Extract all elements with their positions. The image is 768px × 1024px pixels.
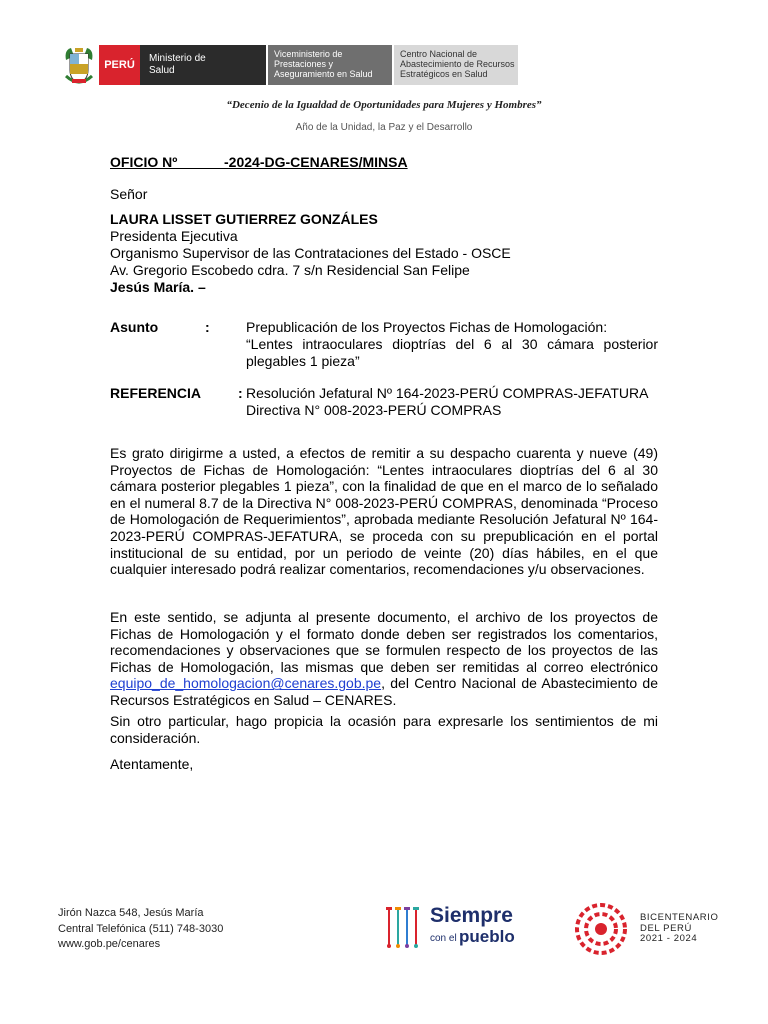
recipient-org: Organismo Supervisor de las Contrataciones del Estado - OSCE [110,245,511,261]
peru-coat-of-arms-icon [62,46,96,86]
email-link[interactable]: equipo_de_homologacion@cenares.gob.pe [110,675,382,692]
oficio-number: OFICIO Nº -2024-DG-CENARES/MINSA [110,154,408,170]
con-el-word: con el [430,933,457,944]
recipient-title: Presidenta Ejecutiva [110,228,238,244]
asunto-line-3: plegables 1 pieza” [246,353,360,369]
peru-label: PERÚ [104,59,135,71]
paragraph-2-end: , del Centro Nacional de Abastecimiento de Recursos Estratégicos en Salud – CENARES. [110,675,658,708]
bicentenario-line-2: DEL PERÚ [640,922,692,934]
asunto-label: Asunto [110,319,159,335]
referencia-line-1: Resolución Jefatural Nº 164-2023-PERÚ COMPRAS-JEFATURA [246,385,649,401]
recipient-address: Av. Gregorio Escobedo cdra. 7 s/n Residencial San Felipe [110,262,470,278]
decenio-slogan: “Decenio de la Igualdad de Oportunidades para Mujeres y Hombres” [226,99,542,111]
ministerio-label: Ministerio de Salud [149,53,206,76]
paragraph-2-start: En este sentido, se adjunta al presente documento, el archivo de los proyectos de Fichas de Homologación y el formato donde deben ser registrados los comentarios, recomendaciones y observaciones que se formulen respecto de los proyectos de las Fichas de Homologación, las mismas que deben ser remitidas al correo electrónico [110,609,658,675]
bicentenario-text [640,913,718,945]
bicentenario-line-1: BICENTENARIO [640,912,719,923]
bicentenario-emblem-icon [573,901,629,957]
siempre-con-el-pueblo-logo [384,903,519,951]
viceministerio-label: Viceministerio de Prestaciones y Aseguramiento en Salud [274,49,373,79]
bicentenario-line-3: 2021 - 2024 [640,933,698,944]
anio-slogan: Año de la Unidad, la Paz y el Desarrollo [295,122,473,133]
closing: Atentamente, [110,756,194,772]
recipient-name: LAURA LISSET GUTIERREZ GONZÁLES [110,211,378,227]
footer-address-line-2: Central Telefónica (511) 748-3030 [58,922,224,935]
footer-address-line-1: Jirón Nazca 548, Jesús María [58,907,204,919]
cenares-label: Centro Nacional de Abastecimiento de Recursos Estratégicos en Salud [400,49,515,79]
cenares-box [394,45,518,85]
peru-brand-box [99,45,140,85]
recipient-city: Jesús María. – [110,279,206,295]
footer-website: www.gob.pe/cenares [58,938,161,950]
paragraph-2 [110,609,658,709]
siempre-figures-icon [384,903,426,951]
referencia-label: REFERENCIA [110,385,202,401]
asunto-line-2: “Lentes intraoculares dioptrías del 6 al 30 cámara posterior [246,336,658,352]
paragraph-1: Es grato dirigirme a usted, a efectos de remitir a su despacho cuarenta y nueve (49) Proyectos de Fichas de Homologación: “Lentes intraoculares dioptrías del 6 al 30 cámara posterior plegables 1 pieza”, con la finalidad de que en el marco de lo señalado en el numeral 8.7 de la Directiva N° 008-2023-PERÚ COMPRAS, denominada “Proceso de Homologación de Requerimientos”, aprobada mediante Resolución Jefatural Nº 164-2023-PERÚ COMPRAS-JEFATURA, se proceda con su prepublicación en el portal institucional de su entidad, por un periodo de veinte (20) días hábiles, en el que cualquier interesado podrá realizar comentarios, recomendaciones y/u observaciones. [110,445,658,578]
viceministerio-box [268,45,392,85]
ministerio-box [140,45,266,85]
referencia-colon: : [238,385,243,401]
siempre-word: Siempre [430,904,513,927]
pueblo-word: pueblo [459,927,515,946]
asunto-line-1: Prepublicación de los Proyectos Fichas de Homologación: [246,319,608,335]
referencia-line-2: Directiva N° 008-2023-PERÚ COMPRAS [246,402,502,418]
salutation: Señor [110,186,148,202]
asunto-colon: : [205,319,210,335]
paragraph-3: Sin otro particular, hago propicia la ocasión para expresarle los sentimientos de mi consideración. [110,713,658,746]
footer-address [58,906,223,953]
